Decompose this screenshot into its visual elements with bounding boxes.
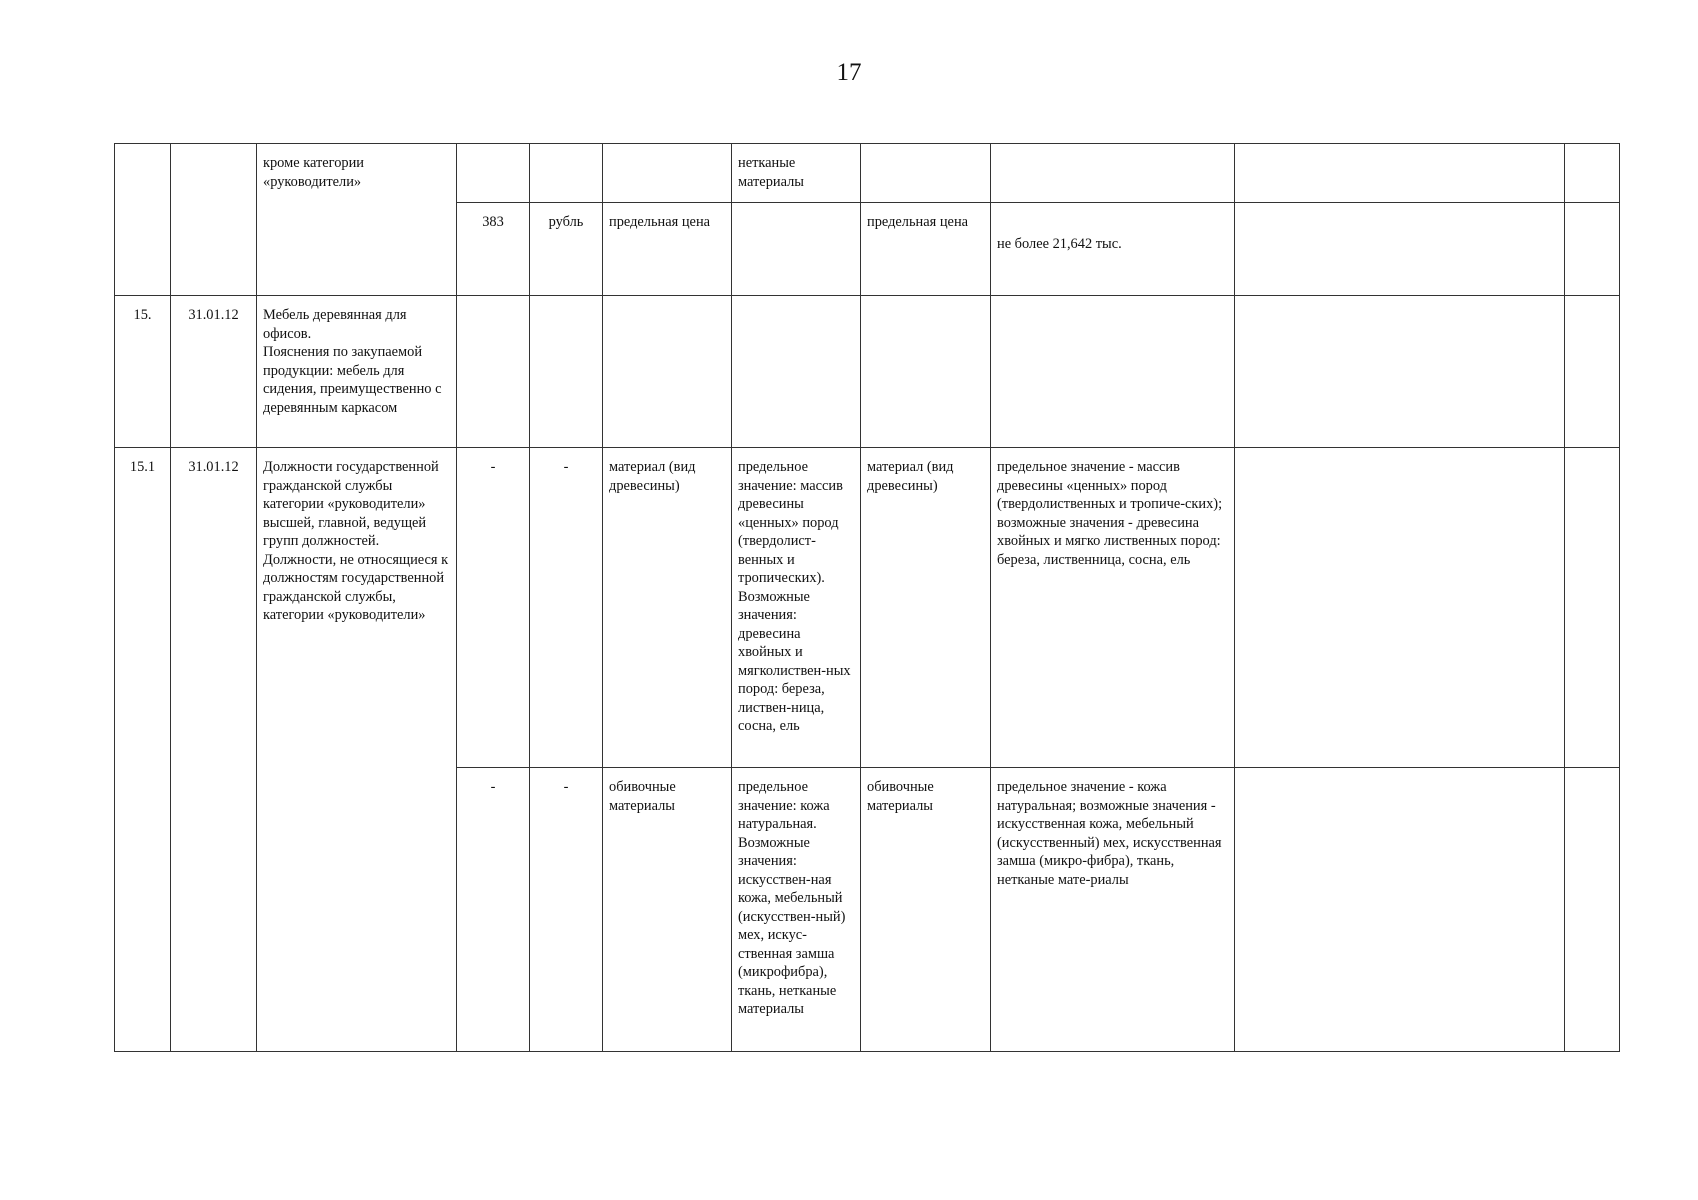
requirements-table [114, 143, 1620, 1052]
cell-unit: - [530, 448, 603, 768]
cell-code: 31.01.12 [171, 296, 257, 448]
cell-num: 15.1 [115, 448, 171, 1052]
cell-value-2 [991, 203, 1235, 296]
table-row [115, 448, 1620, 768]
cell-value-2: предельное значение - кожа натуральная; возможные значения - искусственная кожа, мебельный (искусственный) мех, искусственная замша (микро-фибра), ткань, нетканые мате-риалы [991, 768, 1235, 1052]
cell-code [171, 144, 257, 296]
cell-last [1565, 203, 1620, 296]
cell-char-name-2 [861, 296, 991, 448]
cell-name: Должности государственной гражданской службы категории «руководители» высшей, главной, ведущей групп должностей. Должности, не относящиеся к должностям государственной гражданской службы, категории «руководители» [257, 448, 457, 1052]
cell-value-2 [991, 144, 1235, 203]
cell-char-name-2 [861, 144, 991, 203]
cell-char-value [732, 203, 861, 296]
page-number: 17 [836, 59, 862, 86]
cell-okei-code: - [457, 448, 530, 768]
cell-unit [530, 296, 603, 448]
cell-name: Мебель деревянная для офисов. Пояснения по закупаемой продукции: мебель для сидения, преимущественно с деревянным каркасом [257, 296, 457, 448]
cell-justification [1235, 144, 1565, 203]
cell-char-name: материал (вид древесины) [603, 448, 732, 768]
cell-char-value: предельное значение: массив древесины «ценных» пород (твердолист-венных и тропических). Возможные значения: древесина хвойных и мягколиствен-ных пород: береза, листвен-ница, сосна, ель [732, 448, 861, 768]
cell-unit: рубль [530, 203, 603, 296]
cell-justification [1235, 203, 1565, 296]
cell-last [1565, 448, 1620, 768]
cell-justification [1235, 296, 1565, 448]
cell-char-value [732, 296, 861, 448]
cell-name: кроме категории «руководители» [257, 144, 457, 296]
table-row [115, 144, 1620, 203]
table-row [115, 296, 1620, 448]
cell-char-name-2: материал (вид древесины) [861, 448, 991, 768]
cell-num: 15. [115, 296, 171, 448]
cell-char-value: нетканые материалы [732, 144, 861, 203]
cell-char-name-2: обивочные материалы [861, 768, 991, 1052]
cell-num [115, 144, 171, 296]
cell-code: 31.01.12 [171, 448, 257, 1052]
cell-value-2 [991, 296, 1235, 448]
cell-char-name [603, 144, 732, 203]
value-text: не более 21,642 тыс. [997, 236, 1122, 252]
cell-value-2: предельное значение - массив древесины «ценных» пород (твердолиственных и тропиче-ских); возможные значения - древесина хвойных и мягко лиственных пород: береза, лиственница, сосна, ель [991, 448, 1235, 768]
cell-okei-code [457, 144, 530, 203]
cell-char-name: обивочные материалы [603, 768, 732, 1052]
cell-okei-code: - [457, 768, 530, 1052]
cell-okei-code [457, 296, 530, 448]
cell-char-name [603, 296, 732, 448]
cell-last [1565, 144, 1620, 203]
cell-char-name-2: предельная цена [861, 203, 991, 296]
cell-last [1565, 768, 1620, 1052]
cell-justification [1235, 768, 1565, 1052]
cell-char-value: предельное значение: кожа натуральная. Возможные значения: искусствен-ная кожа, мебельный (искусствен-ный) мех, искус-ственная замша (микрофибра), ткань, нетканые материалы [732, 768, 861, 1052]
cell-justification [1235, 448, 1565, 768]
cell-last [1565, 296, 1620, 448]
cell-char-name: предельная цена [603, 203, 732, 296]
cell-okei-code: 383 [457, 203, 530, 296]
cell-unit: - [530, 768, 603, 1052]
cell-unit [530, 144, 603, 203]
